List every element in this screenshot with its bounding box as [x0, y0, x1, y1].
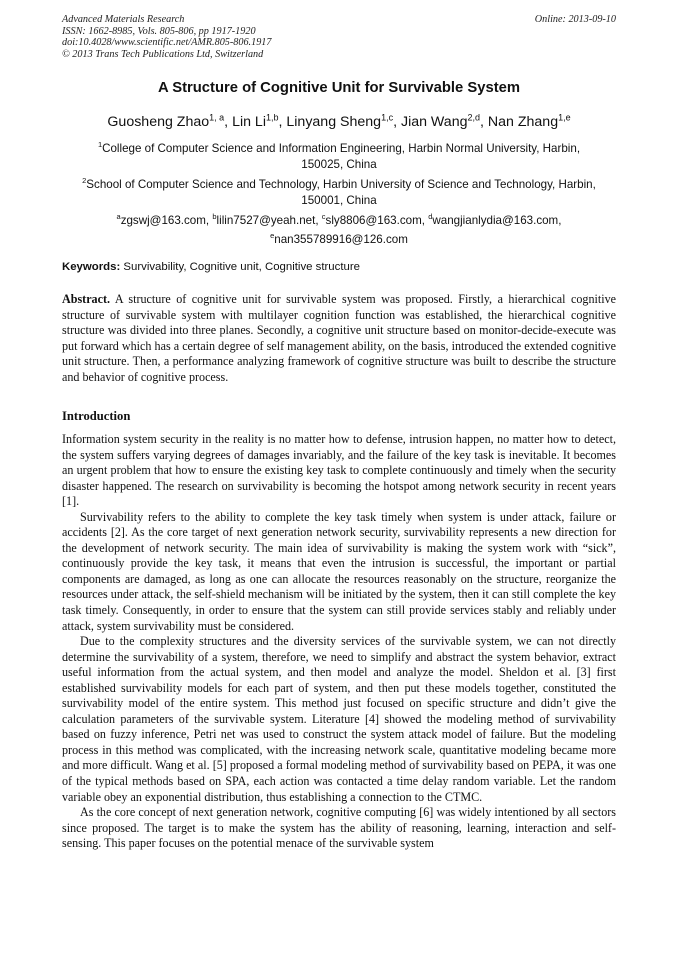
- paper-title: A Structure of Cognitive Unit for Survivable System: [157, 80, 521, 96]
- email: $^d$wangjianlydia@163.com,: [428, 212, 562, 227]
- email: $^a$zgswj@163.com,: [116, 212, 213, 227]
- email: $^b$lilin7527@yeah.net,: [212, 212, 322, 227]
- introduction-body: [62, 432, 616, 852]
- publication-header: [62, 14, 271, 60]
- author: Linyang Sheng$^{1,c}$,: [286, 112, 401, 130]
- issn-line: ISSN: 1662-8985, Vols. 805-806, pp 1917-1920: [62, 25, 256, 37]
- online-date: Online: 2013-09-10: [534, 14, 616, 25]
- email: $^e$nan355789916@126.com: [270, 230, 408, 246]
- section-heading-introduction: Introduction: [62, 409, 131, 423]
- author-list: [0, 112, 678, 130]
- journal-name: Advanced Materials Research: [62, 14, 185, 25]
- author: Jian Wang$^{2,d}$,: [400, 112, 488, 130]
- affiliation-1: $^1$College of Computer Science and Information Engineering, Harbin Normal University, Harbin, 150025, China: [97, 140, 581, 171]
- author: Nan Zhang$^{1,e}$: [487, 112, 571, 130]
- paragraph: Survivability refers to the ability to complete the key task timely when system is under attack, failure or accidents [2]. As the core target of next generation network security, survivability represents a new direction for the development of network security. The main idea of survivability is making the system work with “sick”, continuously provide the key task, it means that even the intrusion is successful, the important or partial components are damaged, as long as one can allocate the resources reasonably on the structure, reorganize the resources under attack, the self-shield mechanism will be initiated by the system, then it can still complete the key task timely. Consequently, in order to ensure that the system can still provide services stably and reliably under attack, system survivability must be considered.: [62, 509, 616, 633]
- affiliation-2: $^2$School of Computer Science and Technology, Harbin University of Science and Technology, Harbin, 150001, China: [82, 176, 596, 207]
- abstract-text: A structure of cognitive unit for survivable system was proposed. Firstly, a hierarchical cognitive structure of survivable system with multilayer cognition function was established, the hierarchical cognitive structure was divided into three planes. Secondly, a cognitive unit structure based on monitor-decide-execute was put forward which has a certain degree of self management ability, on the basis, introduced the extended cognitive unit structure. Then, a performance analyzing framework of cognitive structure was built to describe the structure and behavior of cognitive process.: [62, 292, 616, 384]
- email: $^c$sly8806@163.com,: [321, 212, 429, 227]
- paragraph: As the core concept of next generation network, cognitive computing [6] was widely intentioned by all sectors since proposed. The target is to make the system has the ability of reasoning, learning, interaction and self-sensing. This paper focuses on the potential menace of the survivable system: [62, 805, 616, 851]
- copyright-line: © 2013 Trans Tech Publications Ltd, Switzerland: [62, 48, 264, 60]
- doi-line: doi:10.4028/www.scientific.net/AMR.805-806.1917: [62, 37, 272, 48]
- abstract: [62, 292, 616, 385]
- keywords: [62, 261, 360, 273]
- email-list: [62, 209, 616, 247]
- paragraph: Information system security in the reality is no matter how to defense, intrusion happen, no matter how to detect, the system suffers varying degrees of damages invariably, and the failure of the key task is inevitable. It becomes an urgent problem that how to ensure the existing key task to complete continuously and timely when the security disaster happened. The research on survivability is becoming the hotspot among network security in recent years [1].: [62, 432, 616, 509]
- author: Guosheng Zhao$^{1, a}$,: [107, 112, 233, 130]
- abstract-label: Abstract.: [62, 292, 111, 306]
- paragraph: Due to the complexity structures and the diversity services of the survivable system, we can not directly determine the survivability of a system, therefore, we need to simplify and abstract the system behavior, extract useful information from the actual system, and then model and analyze the model. Sheldon et al. [3] first established survivability models for each part of system, and then put these models together, constituted the survivability model of the entire system. This method just focused on specific structure and didn’t give the calculation parameters of the survivable system. Literature [4] showed the modeling method of survivability based on fuzzy inference, Petri net was used to construct the system attack model of failure. But the modeling process in this method was complicated, with the increasing network scale, quantitative modeling became more and more difficult. Wang et al. [5] proposed a formal modeling method of survivability based on PEPA, it was one of the typical methods based on SPA, each action was contacted a time delay random variable. Let the random variable obey an exponential distribution, thus establishing a connection to the CTMC.: [62, 634, 616, 804]
- keywords-label: Keywords:: [62, 261, 121, 273]
- keywords-text: Survivability, Cognitive unit, Cognitive structure: [120, 261, 360, 273]
- author: Lin Li$^{1,b}$,: [232, 112, 287, 130]
